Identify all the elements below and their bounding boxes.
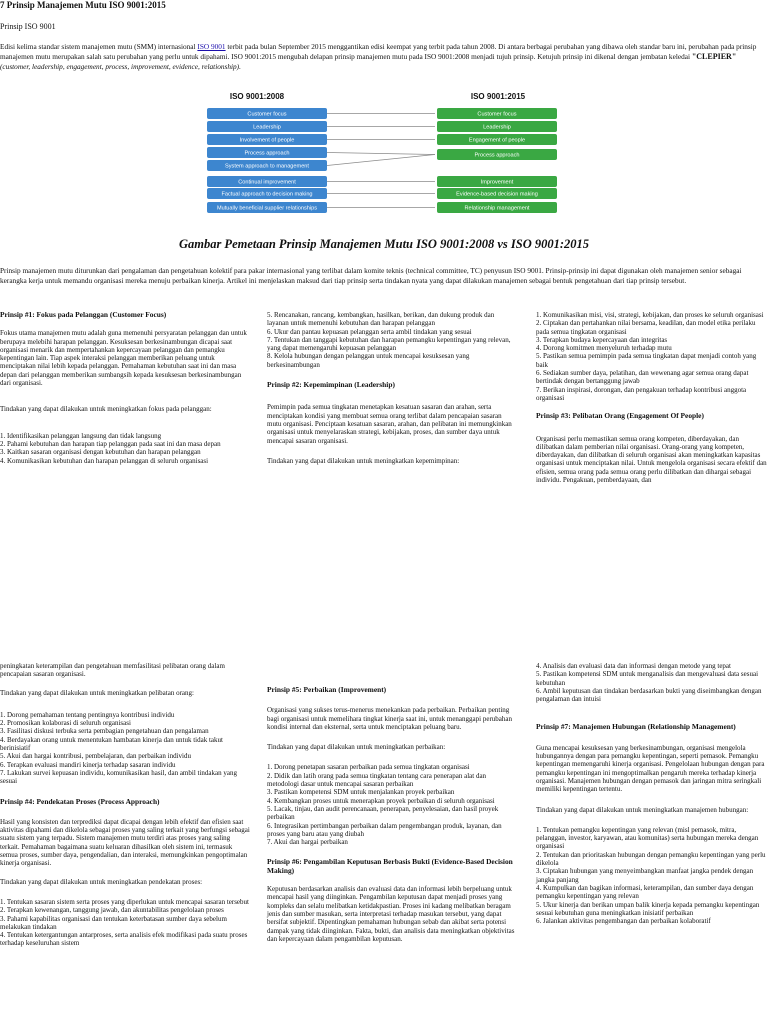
list-item: 4. Kumpulkan dan bagikan informasi, keterampilan, dan sumber daya dengan pemangku kepentingan yang relevan [536, 883, 754, 901]
column-1-upper [0, 311, 250, 465]
list-item: 6. Jalankan aktivitas pengembangan dan perbaikan kolaboratif [536, 917, 711, 926]
iso2015-item-label: Leadership [483, 124, 511, 131]
list-item: 5. Lacak, tinjau, dan audit perencanaan, penerapan, penyelesaian, dan hasil proyek perbaikan [267, 804, 499, 822]
heading-principle-4: Prinsip #4: Pendekatan Proses (Process Approach) [0, 796, 160, 806]
principle-1-paragraph: Fokus utama manajemen mutu adalah guna memenuhi persyaratan pelanggan dan untuk berupaya melebihi harapan pelanggan. Kesuksesan berkesinambungan dicapai saat organisasi menarik dan mempertahankan kepercayaan pelanggan dan pemangku kepentingan lain. Tiap aspek interaksi pelanggan memberikan peluang untuk menciptakan nilai lebih kepada pelanggan. Pemahaman kebutuhan saat ini dan masa depan dari pelanggan memberikan sumbangsih kepada kesuksesan berkesinambungan dari organisasi. [0, 329, 247, 388]
list-item: 1. Tentukan sasaran sistem serta proses yang diperlukan untuk mencapai sasaran tersebut [0, 897, 249, 906]
heading-principle-7: Prinsip #7: Manajemen Hubungan (Relationship Management) [536, 722, 736, 732]
list-item: 1. Dorong pemahaman tentang pentingnya kontribusi individu [0, 710, 175, 719]
list-item: 3. Ciptakan hubungan yang menyeimbangkan manfaat jangka pendek dengan jangka panjang [536, 867, 754, 884]
list-item: 2. Ciptakan dan pertahankan nilai bersama, keadilan, dan model etika perilaku pada semua tingkatan organisasi [536, 319, 756, 336]
iso2008-item-label: Customer focus [247, 111, 287, 118]
list-item: 3. Fasilitasi diskusi terbuka serta pembagian pengetahuan dan pengalaman [0, 727, 209, 736]
mapping-arrow [327, 153, 435, 155]
list-item: 8. Kelola hubungan dengan pelanggan untuk mencapai kesuksesan yang berkesinambungan [267, 352, 470, 369]
list-item: 1. Dorong penetapan sasaran perbaikan pada semua tingkatan organisasi [267, 763, 470, 772]
list-item: 6. Terapkan evaluasi mandiri kinerja terhadap sasaran individu [0, 760, 176, 769]
list-item: 2. Tentukan dan prioritaskan hubungan dengan pemangku kepentingan yang perlu dikelola [536, 850, 766, 868]
iso2015-item-label: Engagement of people [468, 137, 526, 144]
list-item: 6. Sediakan sumber daya, pelatihan, dan wewenang agar semua orang dapat bertindak dengan bertanggung jawab [536, 369, 749, 386]
principle-4-actions-intro: Tindakan yang dapat dilakukan untuk meningkatkan pendekatan proses: [0, 877, 203, 886]
principle-7-paragraph: Guna mencapai kesuksesan yang berkesinambungan, organisasi mengelola hubungannya dengan para pemangku kepentingan, seperti pemasok. Pemangku kepentingan memengaruhi kinerja organisasi. Pengelolaan hubungan dengan para pemangku kepentingan ini mengoptimalkan pengaruh mereka terhadap kinerja organisasi. Manajemen hubungan dengan pemasok dan jaringan mitra seringkali memiliki kepentingan tertentu. [536, 743, 765, 794]
list-item: 4. Tentukan ketergantungan antarproses, serta analisis efek modifikasi pada suatu proses terhadap keseluruhan sistem [0, 931, 248, 948]
list-item: 6. Ambil keputusan dan tindakan berdasarkan bukti yang diseimbangkan dengan pengalaman dan intuisi [536, 686, 762, 704]
list-item: 5. Rencanakan, rancang, kembangkan, hasilkan, berikan, dan dukung produk dan layanan untuk memenuhi kebutuhan dan harapan pelanggan [267, 311, 495, 328]
intro-paragraph [0, 42, 768, 72]
intro-text-a: Edisi kelima standar sistem manajemen mutu (SMM) internasional [0, 42, 198, 51]
list-item: 5. Pastikan kompetensi SDM untuk menganalisis dan mengevaluasi data sesuai kebutuhan [536, 670, 759, 687]
list-item: 4. Kembangkan proses untuk menerapkan proyek perbaikan di seluruh organisasi [267, 796, 495, 805]
intro-text-c: (customer, leadership, engagement, process, improvement, evidence, relationship). [0, 62, 241, 71]
mapping-arrow [327, 155, 435, 166]
list-item: 1. Tentukan pemangku kepentingan yang relevan (misl pemasok, mitra, pelanggan, investor, karyawan, atau komunitas) serta hubungan mereka dengan organisasi [536, 825, 759, 851]
heading-principle-3: Prinsip #3: Pelibatan Orang (Engagement Of People) [536, 411, 704, 421]
heading-principle-2: Prinsip #2: Kepemimpinan (Leadership) [267, 380, 395, 390]
list-item: 5. Ukur kinerja dan berikan umpan balik kinerja kepada pemangku kepentingan sesuai kebutuhan guna meningkatkan inisiatif perbaikan [536, 900, 760, 917]
principles-intro-paragraph: Prinsip manajemen mutu diturunkan dari pengalaman dan pengetahuan kolektif para pakar internasional yang terlibat dalam komite teknis (technical committee, TC) penyusun ISO 9001. Prinsip-prinsip ini dapat digunakan oleh manajemen senior sebagai kerangka kerja untuk memandu organisasi mereka menuju perbaikan kinerja. Artikel ini menjelaskan maksud dari tiap prinsip serta tindakan nyata yang dapat dilakukan manajemen sebagai bentuk pengetahuan dari tiap prinsip tersebut. [0, 266, 742, 285]
iso2008-item-label: Involvement of people [239, 137, 295, 144]
list-item: 4. Komunikasikan kebutuhan dan harapan pelanggan di seluruh organisasi [0, 456, 209, 465]
principle-4-list [0, 898, 250, 948]
principle-5-actions-intro: Tindakan yang dapat dilakukan untuk meningkatkan perbaikan: [267, 743, 446, 752]
list-item: 7. Lakukan survei kepuasan individu, komunikasikan hasil, dan ambil tindakan yang sesuai [0, 768, 237, 786]
list-item: 6. Integrasikan pertimbangan perbaikan dalam pengembangan produk, layanan, dan proses yang baru atau yang diubah [267, 821, 502, 838]
iso2015-item-label: Relationship management [464, 205, 530, 212]
figure-caption: Gambar Pemetaan Prinsip Manajemen Mutu ISO 9001:2008 vs ISO 9001:2015 [178, 237, 590, 251]
list-item: 7. Akui dan hargai perbaikan [267, 838, 348, 847]
list-item: 5. Akui dan hargai kontribusi, pembelajaran, dan perbaikan individu [0, 752, 191, 761]
list-item: 2. Didik dan latih orang pada semua tingkatan tentang cara penerapan alat dan metodologi dasar untuk mencapai sasaran perbaikan [267, 771, 487, 789]
principle-1-list [0, 432, 250, 465]
iso2008-item-label: Process approach [244, 150, 290, 157]
column-2-lower [267, 686, 517, 943]
column-3-lower [536, 662, 768, 925]
list-item: 4. Berdayakan orang untuk menentukan hambatan kinerja dan untuk tidak takut berinisiatif [0, 735, 223, 753]
column-2-upper [267, 311, 517, 465]
iso2008-item-label: System approach to management [225, 163, 309, 170]
document-subtitle: Prinsip ISO 9001 [0, 22, 56, 31]
document-title: 7 Prinsip Manajemen Mutu ISO 9001:2015 [0, 0, 166, 10]
principle-6-paragraph: Keputusan berdasarkan analisis dan evaluasi data dan informasi lebih berpeluang untuk mencapai hasil yang diinginkan. Pengambilan keputusan dapat menjadi proses yang kompleks dan selalu melibatkan ketidakpastian. Proses ini kadang melibatkan beragam jenis dan sumber masukan, serta interpretasi terhadap masukan tersebut, yang dapat bersifat subjektif. Dipentingkan pemahaman hubungan sebab dan akibat serta potensi dampak yang tidak diinginkan. Fakta, bukti, dan analisis data meningkatkan objektivitas dan kepercayaan dalam pengambilan keputusan. [267, 885, 515, 943]
principle-3-paragraph: Organisasi perlu memastikan semua orang kompeten, diberdayakan, dan dilibatkan dalam pemberian nilai organisasi. Orang-orang yang kompeten, diberdayakan, dan dilibatkan di seluruh organisasi akan meningkatkan kapasitas organisasi untuk menciptakan nilai. Untuk mengelola organisasi secara efektif dan efisien, semua orang pada semua orang perlu dilibatkan dan dihargai sebagai individu. Pengakuan, pemberdayaan, dan [536, 434, 767, 485]
list-item: 3. Terapkan budaya kepercayaan dan integritas [536, 335, 668, 344]
principle-2-actions-intro: Tindakan yang dapat dilakukan untuk meningkatkan kepemimpinan: [267, 456, 460, 465]
principle-3-list [0, 711, 250, 786]
iso2015-item-label: Evidence-based decision making [456, 191, 538, 198]
right-header: ISO 9001:2015 [470, 92, 526, 101]
list-item: 6. Ukur dan pantau kepuasan pelanggan serta ambil tindakan yang sesuai [267, 327, 472, 336]
left-header: ISO 9001:2008 [229, 92, 285, 101]
principle-1-actions-intro: Tindakan yang dapat dilakukan untuk meningkatkan fokus pada pelanggan: [0, 405, 212, 414]
principle-3-actions-intro: Tindakan yang dapat dilakukan untuk meningkatkan pelibatan orang: [0, 688, 194, 697]
iso2008-item-label: Continual improvement [238, 179, 296, 186]
iso2008-item-label: Mutually beneficial supplier relationships [216, 205, 318, 212]
column-1-lower [0, 662, 250, 948]
principle-5-paragraph: Organisasi yang sukses terus-menerus menekankan pada perbaikan. Perbaikan penting bagi organisasi untuk memelihara tingkat kinerja saat ini, untuk menanggapi perubahan kondisi internal dan eksternal, serta untuk menciptakan peluang baru. [267, 706, 512, 731]
iso2015-item-label: Customer focus [477, 111, 517, 118]
list-item: 4. Analisis dan evaluasi data dan informasi dengan metode yang tepat [536, 662, 731, 670]
principle-2-list [536, 311, 768, 402]
iso2015-item-label: Improvement [480, 179, 514, 186]
list-item: 2. Terapkan kewenangan, tanggung jawab, dan akuntabilitas pengelolaan proses [0, 906, 224, 915]
iso2008-item-label: Leadership [253, 124, 281, 131]
principle-6-list [536, 662, 768, 703]
heading-principle-6: Prinsip #6: Pengambilan Keputusan Berbasis Bukti (Evidence-Based Decision Making) [267, 857, 513, 875]
list-item: 5. Pastikan semua pemimpin pada semua tingkatan dapat menjadi contoh yang baik [536, 352, 757, 369]
clepier-term: "CLEPIER" [691, 52, 737, 61]
principle-2-paragraph: Pemimpin pada semua tingkatan menetapkan kesatuan sasaran dan arahan, serta menciptakan kondisi yang membuat semua orang terlibat dalam pencapaian sasaran mutu organisasi. Penciptaan kesatuan sasaran, arahan, dan pelibatan ini memungkinkan organisasi untuk menyelaraskan strategi, kebijakan, proses, dan sumber daya untuk mencapai sasaran organisasi. [267, 403, 512, 445]
list-item: 3. Pastikan kompetensi SDM untuk menjalankan proyek perbaikan [267, 788, 455, 797]
principle-7-list [536, 826, 768, 926]
list-item: 1. Identifikasikan pelanggan langsung dan tidak langsung [0, 431, 162, 440]
iso-9001-link[interactable]: ISO 9001 [197, 42, 226, 51]
heading-principle-5: Prinsip #5: Perbaikan (Improvement) [267, 685, 387, 694]
list-item: 3. Pahami kapabilitas organisasi dan tentukan keterbatasan sumber daya sebelum melakukan tindakan [0, 914, 227, 931]
list-item: 7. Tentukan dan tanggapi kebutuhan dan harapan pemangku kepentingan yang relevan, yang dapat memengaruhi kepuasan pelanggan [267, 335, 511, 353]
intro-text-b: terbit pada bulan September 2015 menggantikan edisi keempat yang terbit pada tahun 2008. Di antara berbagai perubahan yang dibawa oleh standar baru ini, perubahan pada prinsip manajemen mutu merupakan salah satu perubahan yang perlu untuk dipahami. ISO 9001:2015 mengubah delapan prinsip manajemen mutu pada ISO 9001:2008 menjadi tujuh prinsip. Ketujuh prinsip ini dikenal dengan jembatan keledai [0, 42, 757, 61]
list-item: 4. Dorong komitmen menyeluruh terhadap mutu [536, 344, 672, 353]
list-item: 2. Promosikan kolaborasi di seluruh organisasi [0, 719, 131, 728]
iso2015-item-label: Process approach [474, 152, 520, 159]
iso2008-item-label: Factual approach to decision making [221, 191, 313, 198]
principle-7-actions-intro: Tindakan yang dapat dilakukan untuk meningkatkan manajemen hubungan: [536, 805, 749, 814]
principle-4-paragraph: Hasil yang konsisten dan terprediksi dapat dicapai dengan lebih efektif dan efisien saat aktivitas dipahami dan dikelola sebagai proses yang saling terkait yang berfungsi sebagai suatu sistem yang terpadu. Sistem manajemen mutu terdiri atas proses yang saling terkait. Pemahaman bagaimana suatu keluaran dihasilkan oleh sistem ini, termasuk semua proses, sumber daya, pengendalian, dan interaksi, memungkinkan pengoptimalan kinerja organisasi. [0, 817, 250, 868]
column-3-upper [536, 311, 768, 484]
list-item: 3. Kaitkan sasaran organisasi dengan kebutuhan dan harapan pelanggan [0, 448, 201, 457]
heading-principle-1: Prinsip #1: Fokus pada Pelanggan (Customer Focus) [0, 310, 167, 319]
mapping-diagram [205, 88, 563, 222]
principle-3-paragraph-cont: peningkatan keterampilan dan pengetahuan memfasilitasi pelibatan orang dalam pencapaian sasaran organisasi. [0, 662, 225, 679]
principle-1-list-cont [267, 311, 517, 369]
list-item: 7. Berikan inspirasi, dorongan, dan pengakuan terhadap kontribusi anggota organisasi [536, 385, 747, 402]
list-item: 2. Pahami kebutuhan dan harapan tiap pelanggan pada saat ini dan masa depan [0, 439, 221, 448]
principle-5-list [267, 763, 517, 846]
list-item: 1. Komunikasikan misi, visi, strategi, kebijakan, dan proses ke seluruh organisasi [536, 311, 764, 319]
